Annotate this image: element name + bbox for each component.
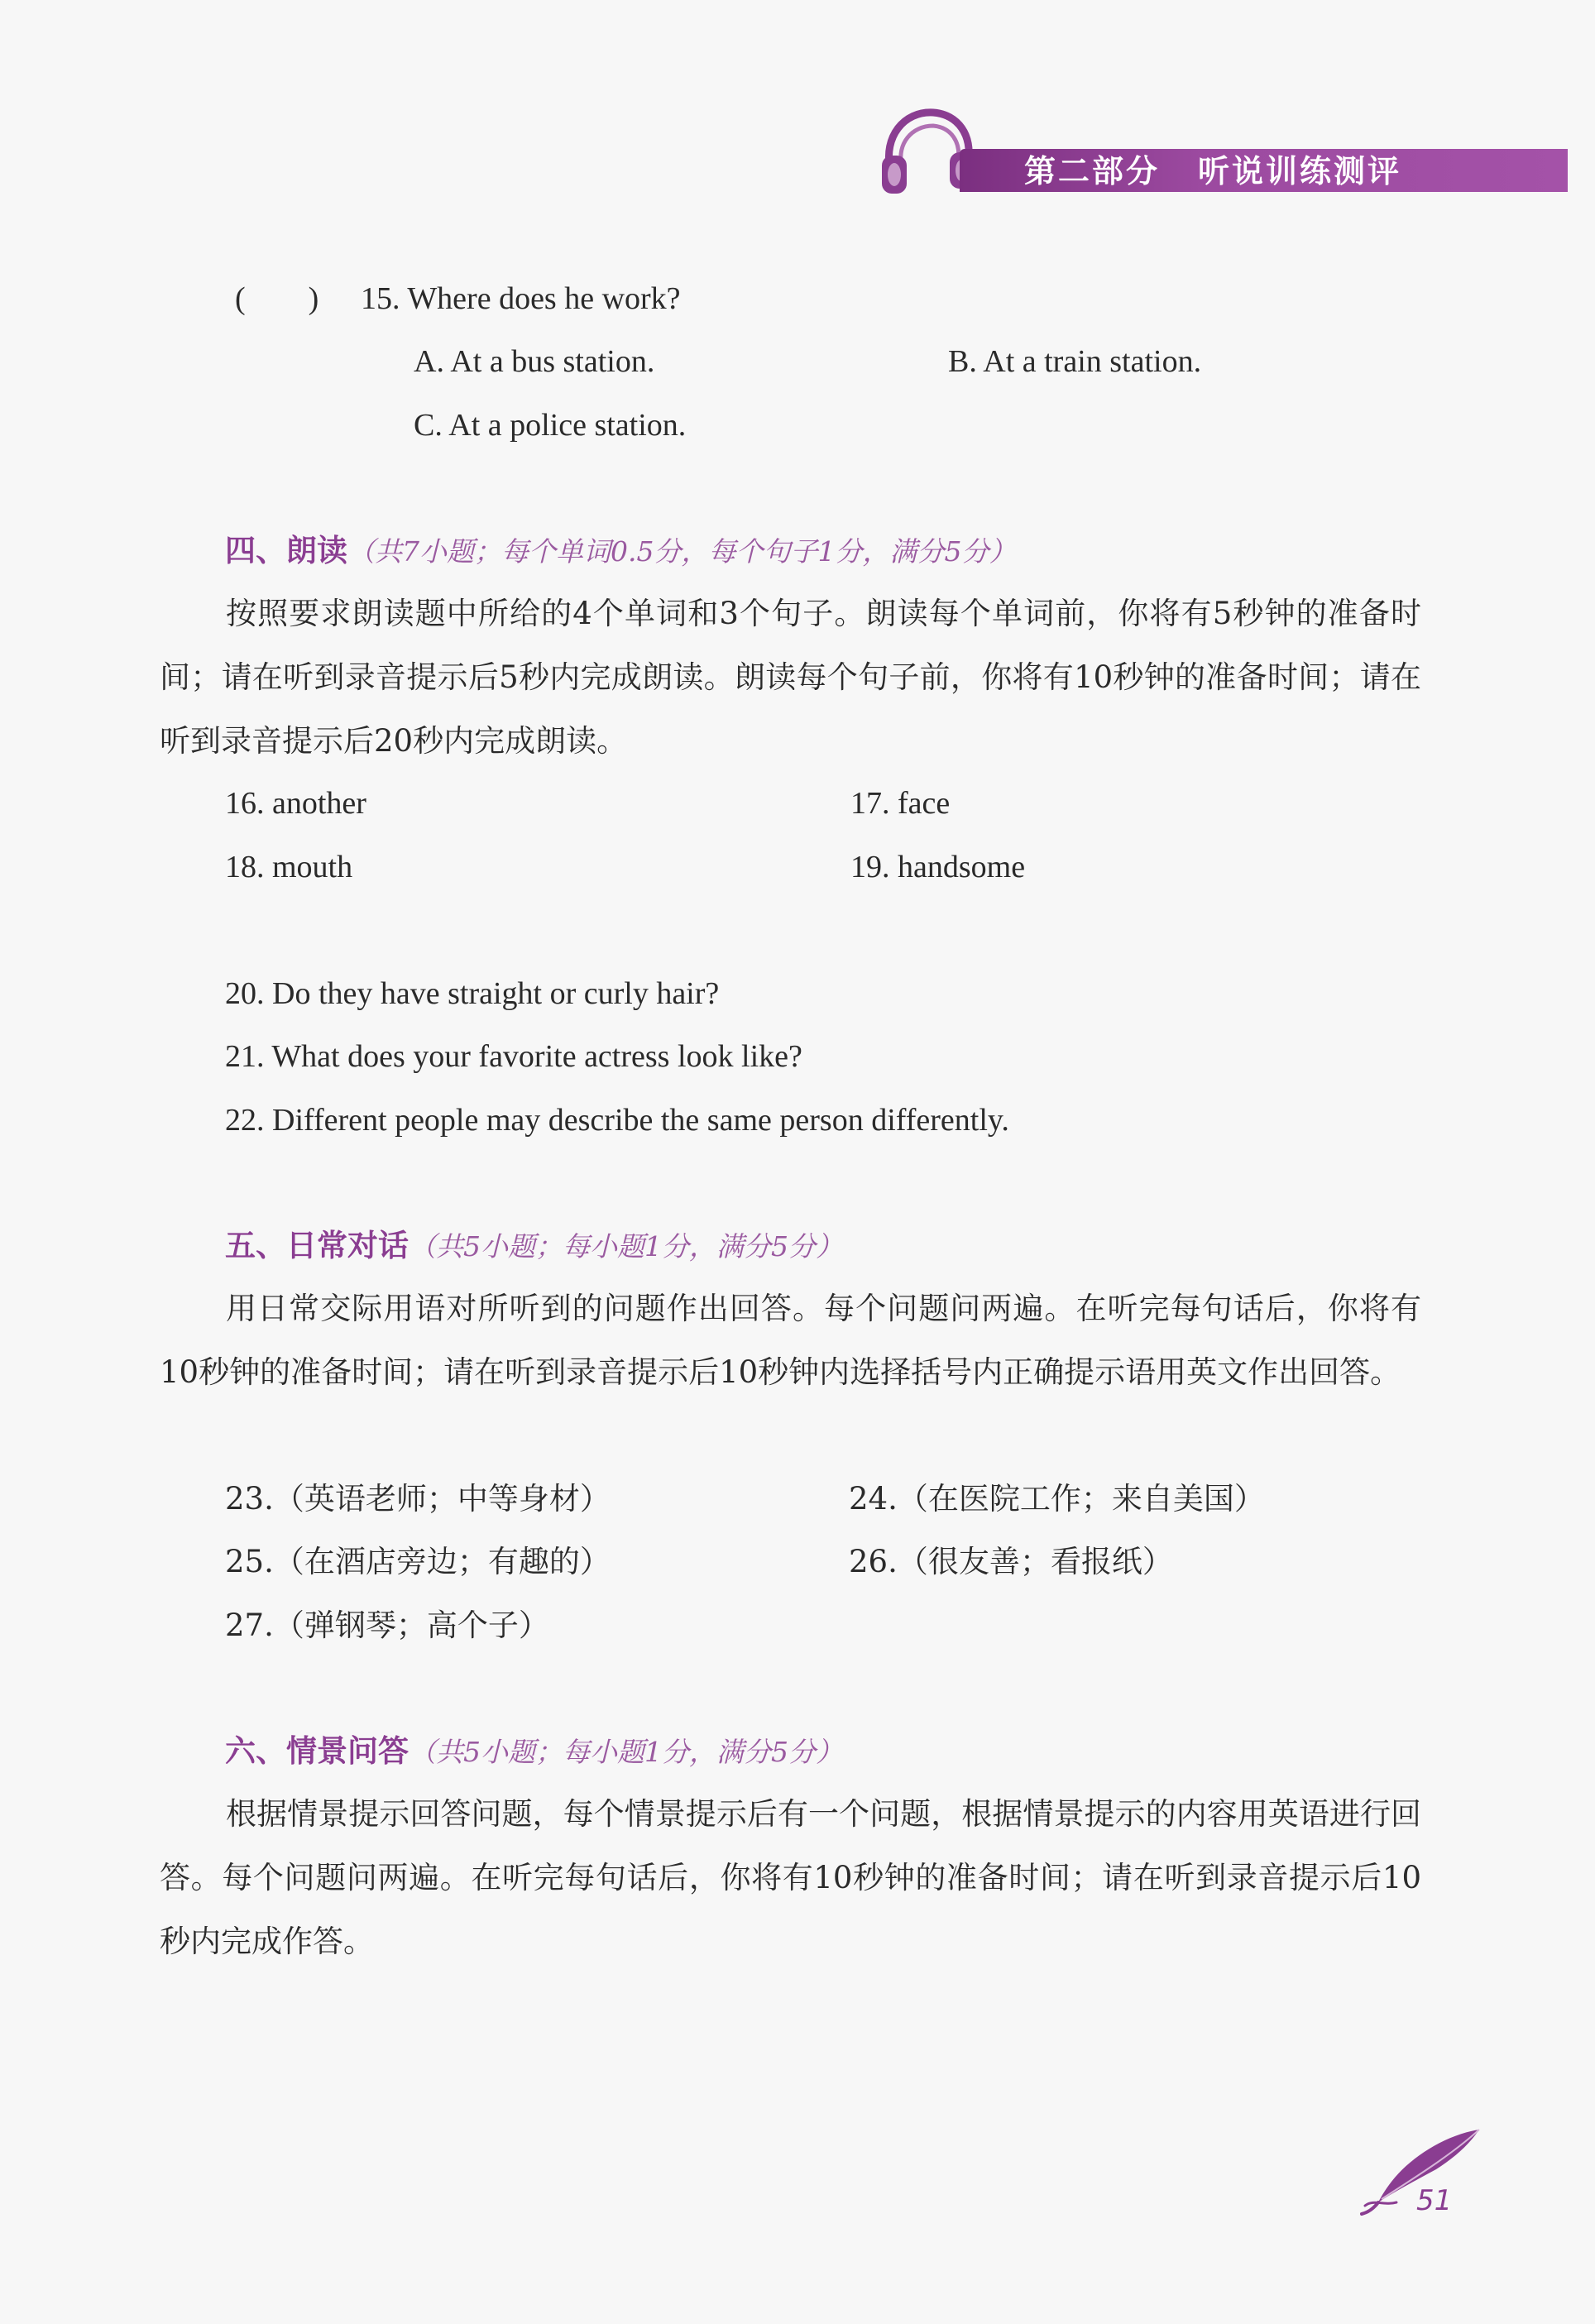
page-number: 51 — [1416, 2184, 1453, 2217]
section-6-instructions: 根据情景提示回答问题，每个情景提示后有一个问题，根据情景提示的内容用英语进行回答。每个问题问两遍。在听完每句话后，你将有10秒钟的准备时间；请在听到录音提示后10秒内完成作答。 — [160, 1796, 1421, 1959]
answer-paren-15: ( ) — [235, 281, 319, 316]
sentence-21: 21. What does your favorite actress look like? — [225, 1039, 802, 1074]
dialogue-item-25: 25.（在酒店旁边；有趣的） — [225, 1544, 611, 1579]
section-6-note: （共5小题；每小题1分，满分5分） — [409, 1736, 843, 1768]
section-4-instructions: 按照要求朗读题中所给的4个单词和3个句子。朗读每个单词前，你将有5秒钟的准备时间；请在听到录音提示后5秒内完成朗读。朗读每个句子前，你将有10秒钟的准备时间；请在听到录音提示后20秒内完成朗读。 — [160, 596, 1421, 759]
option-a: A. At a bus station. — [414, 344, 655, 379]
header-title — [1024, 150, 1401, 193]
dialogue-item-27: 27.（弹钢琴；高个子） — [225, 1608, 549, 1643]
section-4-title: 四、朗读 — [225, 533, 347, 568]
dialogue-item-24: 24.（在医院工作；来自美国） — [849, 1481, 1265, 1517]
header-part: 第二部分 — [1024, 153, 1161, 189]
section-5-title: 五、日常对话 — [225, 1228, 409, 1263]
word-17: 17. face — [850, 786, 951, 821]
word-18: 18. mouth — [225, 850, 353, 884]
section-4-heading — [225, 535, 1016, 566]
word-16: 16. another — [225, 786, 366, 821]
dialogue-item-23: 23.（英语老师；中等身材） — [225, 1481, 611, 1517]
question-15: 15. Where does he work? — [361, 281, 681, 316]
word-19: 19. handsome — [850, 850, 1026, 884]
option-c: C. At a police station. — [414, 408, 687, 443]
section-5-instructions: 用日常交际用语对所听到的问题作出回答。每个问题问两遍。在听完每句话后，你将有10秒钟的准备时间；请在听到录音提示后10秒钟内选择括号内正确提示语用英文作出回答。 — [160, 1291, 1421, 1390]
section-5-heading — [225, 1230, 843, 1261]
header-section: 听说训练测评 — [1198, 153, 1402, 189]
dialogue-item-26: 26.（很友善；看报纸） — [849, 1544, 1173, 1579]
option-b: B. At a train station. — [948, 344, 1202, 379]
section-4-note: （共7小题；每个单词0.5分，每个句子1分，满分5分） — [347, 535, 1017, 568]
section-5-note: （共5小题；每小题1分，满分5分） — [409, 1230, 843, 1263]
sentence-20: 20. Do they have straight or curly hair? — [225, 976, 720, 1011]
section-6-heading — [225, 1733, 843, 1769]
sentence-22: 22. Different people may describe the same person differently. — [225, 1103, 1009, 1138]
section-6-title: 六、情景问答 — [225, 1733, 409, 1769]
